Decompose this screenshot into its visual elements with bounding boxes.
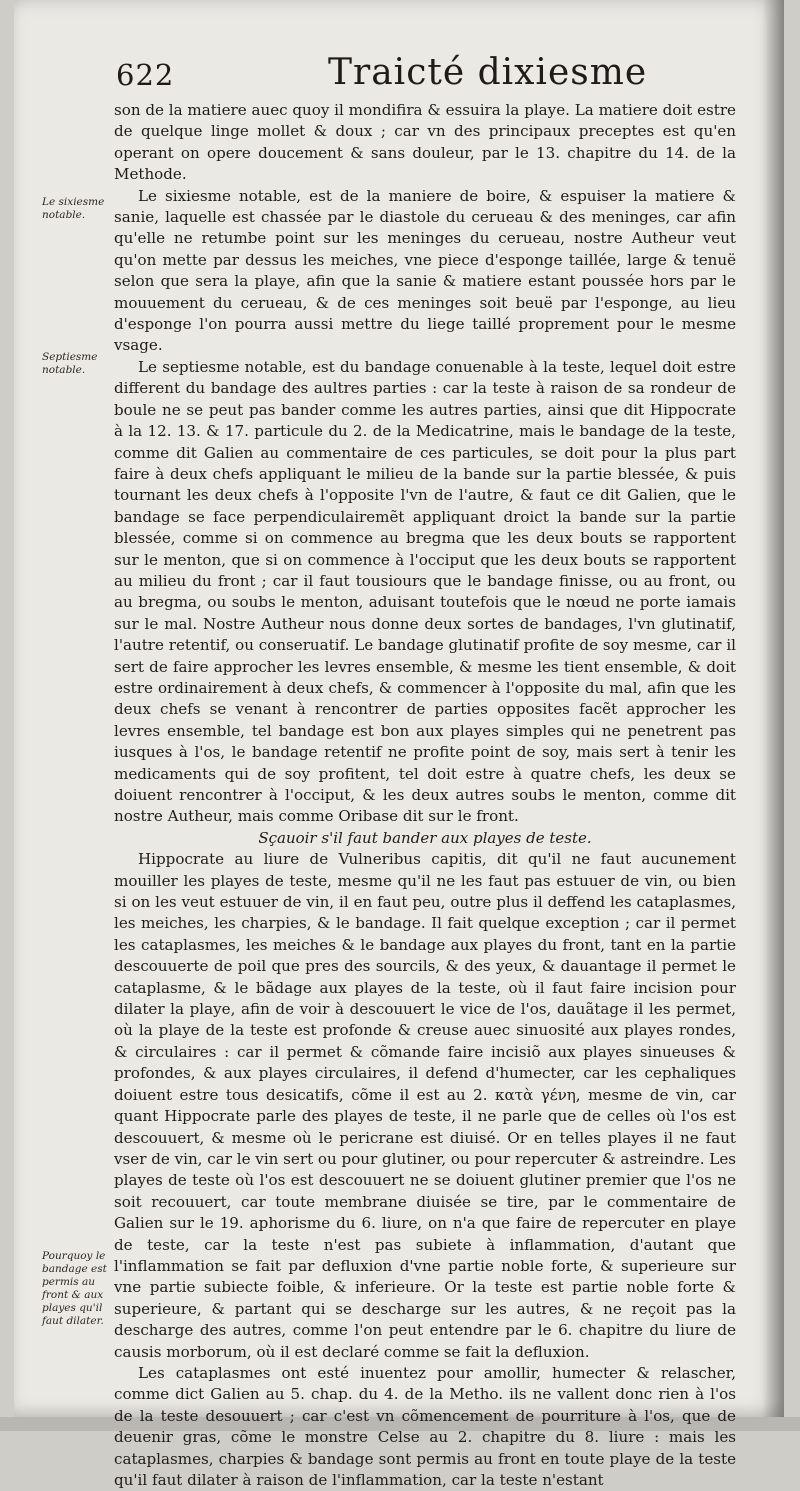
page-edge-shadow — [762, 0, 784, 1420]
paragraph-4: Hippocrate au liure de Vulneribus capitis, dit qu'il ne faut aucunement mouiller les playes de teste, mesme qu'il ne les faut pas estuuer de vin, ou bien si on les veut estuuer de vin, il en faut peu, outre plus il deffend les cataplasmes, les meiches, les charpies, & le bandage. Il fait quelque exception ; car il permet les cataplasmes, les meiches & le bandage aux playes du front, tant en la partie descouuerte de poil que pres des sourcils, & des yeux, & dauantage il permet le cataplasme, & le bãdage aux playes de la teste, où il faut faire incision pour dilater la playe, afin de voir à descouuert le vice de l'os, dauãtage il les permet, où la playe de la teste est profonde & creuse auec sinuosité aux playes rondes, & circulaires : car il permet & cõmande faire incisiõ aux playes sinueuses & profondes, & aux playes circulaires, il defend d'humecter, car les cephaliques doiuent estre tous desicatifs, cõme il est au 2. κατὰ γένη, mesme de vin, car quant Hippocrate parle des playes de teste, il ne parle que de celles où l'os est descouuert, & mesme où le pericrane est diuisé. Or en telles playes il ne faut vser de vin, car le vin sert ou pour glutiner, ou pour repercuter & astreindre. Les playes de teste où l'os est descouuert ne se doiuent glutiner premier que l'os ne soit recouuert, car toute membrane diuisée se tire, par le commentaire de Galien sur le 19. aphorisme du 6. liure, on n'a que faire de repercuter en playe de teste, car la teste n'est pas subiete à inflammation, d'autant que l'inflammation se fait par defluxion d'vne partie noble forte, & superieure sur vne partie subiecte foible, & inferieure. Or la teste est partie noble forte & superieure, & partant qui se descharge sur les autres, & ne reçoit pas la descharge des autres, comme l'on peut entendre par le 6. chapitre du liure de causis morborum, où il est declaré comme se fait la defluxion. — [114, 850, 737, 1361]
page-number: 622 — [116, 58, 175, 92]
margin-note-bandage: Pourquoy le bandage est permis au front & aux playes qu'il faut dilater. — [42, 1250, 107, 1327]
main-text — [114, 100, 736, 1491]
section-heading: Sçauoir s'il faut bander aux playes de teste. — [258, 828, 592, 847]
running-title: Traicté dixiesme — [328, 52, 648, 93]
paragraph-2: Le sixiesme notable, est de la maniere de boire, & espuiser la matiere & sanie, laquelle est chassée par le diastole du cerueau & des meninges, car afin qu'elle ne retumbe point sur les meninges du cerueau, nostre Autheur veut qu'on mette par dessus les meiches, vne piece d'esponge taillée, large & tenuë selon que sera la playe, afin que la sanie & matiere estant poussée hors par le mouuement du cerueau, & de ces meninges soit beuë par l'esponge, au lieu d'esponge l'on pourra aussi mettre du liege taillé proprement pour le mesme vsage. — [114, 186, 736, 355]
margin-note-septiesme: Septiesme notable. — [42, 351, 98, 376]
margin-note-sixiesme: Le sixiesme notable. — [42, 196, 105, 221]
paragraph-5: Les cataplasmes ont esté inuentez pour amollir, humecter & relascher, comme dict Galien au 5. chap. du 4. de la Metho. ils ne vallent donc rien à l'os de la teste desouuert ; car c'est vn cõmencement de pourriture à l'os, que de deuenir gras, cõme le monstre Celse au 2. chapitre du 8. liure : mais les cataplasmes, charpies & bandage sont permis au front en toute playe de la teste qu'il faut dilater à raison de l'inflammation, car la teste n'estant — [114, 1363, 736, 1489]
paragraph-1: son de la matiere auec quoy il mondifira & essuira la playe. La matiere doit estre de quelque linge mollet & doux ; car vn des principaux preceptes est qu'en operant on opere doucement & sans douleur, par le 13. chapitre du 14. de la Methode. — [114, 101, 736, 184]
paragraph-3: Le septiesme notable, est du bandage conuenable à la teste, lequel doit estre different du bandage des aultres parties : car la teste à raison de sa rondeur de boule ne se peut pas bander comme les autres parties, ainsi que dit Hippocrate à la 12. 13. & 17. particule du 2. de la Medicatrine, mais le bandage de la teste, comme dit Galien au commentaire de ces particules, se doit pour la plus part faire à deux chefs appliquant le milieu de la bande sur la partie blessée, & puis tournant les deux chefs à l'opposite l'vn de l'autre, & faut ce dit Galien, que le bandage se face perpendiculairemẽt appliquant droict la bande sur la partie blessée, comme si on commence au bregma que les deux bouts se rapportent sur le menton, que si on commence à l'occiput que les deux bouts se rapportent au milieu du front ; car il faut tousiours que le bandage finisse, ou au front, ou au bregma, ou soubs le menton, aduisant toutefois que le nœud ne porte iamais sur le mal. Nostre Autheur nous donne deux sortes de bandages, l'vn glutinatif, l'autre retentif, ou conseruatif. Le bandage glutinatif profite de soy mesme, car il sert de faire approcher les levres ensemble, & mesme les tient ensemble, & doit estre ordinairement à deux chefs, & commencer à l'opposite du mal, afin que les deux chefs se venant à rencontrer de parties opposites facẽt approcher les levres ensemble, tel bandage est bon aux playes simples qui ne penetrent pas iusques à l'os, le bandage retentif ne profite point de soy, mais sert à tenir les medicaments qui de soy profitent, tel doit estre à quatre chefs, les deux se doiuent rencontrer à l'occiput, & les deux autres soubs le menton, comme dit nostre Autheur, mais comme Oribase dit sur le front. — [114, 357, 736, 826]
